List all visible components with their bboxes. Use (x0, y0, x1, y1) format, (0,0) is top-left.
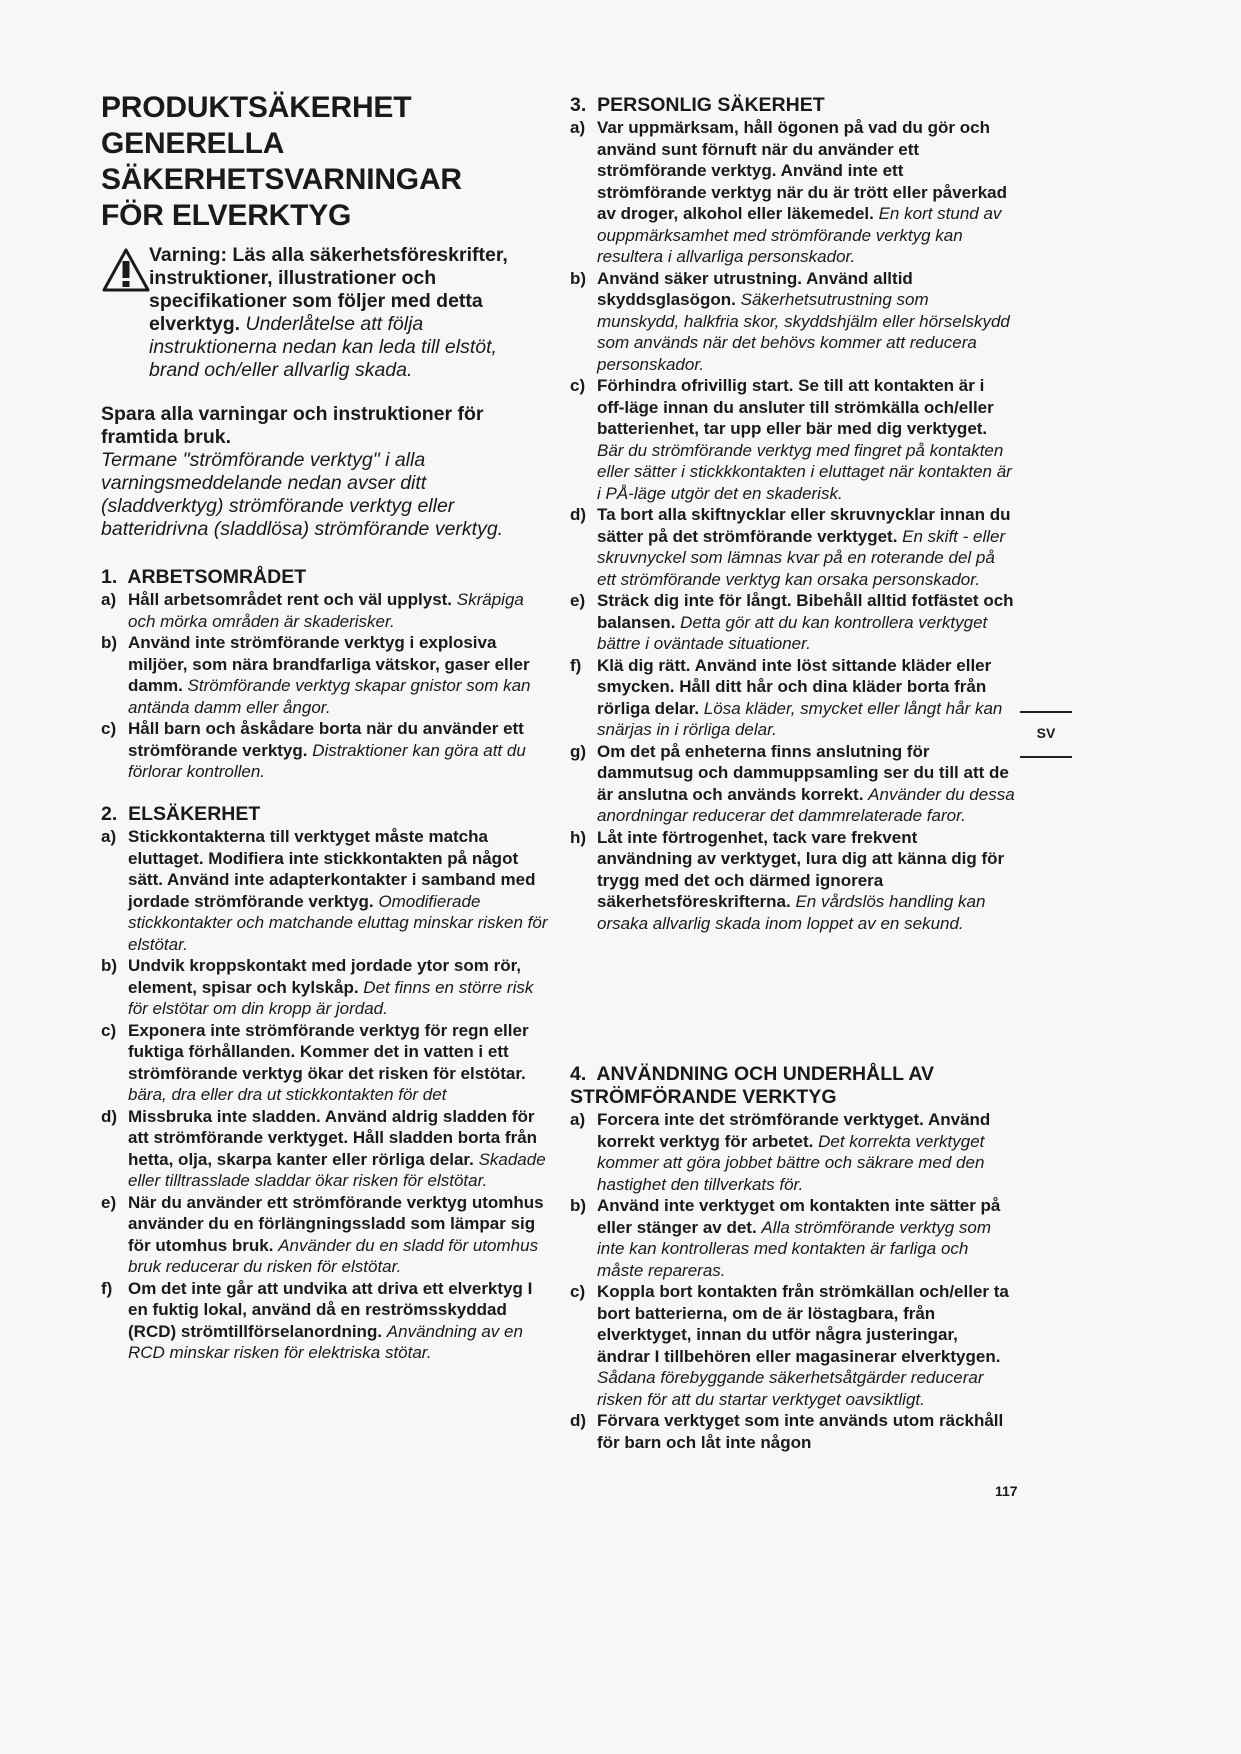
item-instruction: Om det inte går att undvika att driva ett elverktyg I en fuktig lokal, använd då en reströmsskyddad (RCD) strömtillförselanordning. (128, 1278, 533, 1341)
list-item (101, 955, 549, 1020)
list-item (101, 718, 549, 783)
section-heading: 1. ARBETSOMRÅDET (101, 566, 307, 588)
warning-triangle-icon (101, 247, 151, 293)
item-instruction: Använd säker utrustning. Använd alltid skyddsglasögon. (597, 268, 913, 309)
list-item (570, 117, 1015, 268)
item-label: b) (101, 956, 118, 975)
item-explanation: Det finns en större risk för elstötar om din kropp är jordad. (128, 977, 534, 1018)
list-item (570, 1281, 1015, 1410)
section-personal-safety (570, 94, 1015, 934)
list-item (101, 632, 549, 718)
item-label: c) (570, 376, 586, 395)
item-instruction: Klä dig rätt. Använd inte löst sittande kläder eller smycken. Håll ditt hår och dina kläder borta från rörliga delar. (597, 655, 992, 718)
list-item (570, 1109, 1015, 1195)
item-instruction: När du använder ett strömförande verktyg utomhus använder du en förlängningssladd som lämpar sig för utomhus bruk. (128, 1192, 544, 1255)
item-instruction: Om det på enheterna finns anslutning för dammutsug och dammuppsamling ser du till att de är anslutna och används korrekt. (597, 741, 1009, 804)
item-explanation: Bär du strömförande verktyg med fingret på kontakten eller sätter i stickkkontakten i eluttaget när kontakten är i PÅ-läge utgör det en skaderisk. (597, 440, 1012, 503)
list-item (570, 504, 1015, 590)
item-explanation: Användning av en RCD minskar risken för elektriska stötar. (128, 1321, 523, 1362)
section-use-and-care (570, 1063, 1015, 1453)
item-label: d) (570, 1411, 587, 1430)
item-explanation: Alla strömförande verktyg som inte kan kontrolleras med kontakten är farliga och måste repareras. (597, 1217, 992, 1280)
item-instruction: Ta bort alla skiftnycklar eller skruvnycklar innan du sätter på det strömförande verktyget. (597, 505, 1011, 546)
list-item (570, 1195, 1015, 1281)
item-instruction: Håll arbetsområdet rent och väl upplyst. (128, 590, 453, 609)
item-label: a) (101, 590, 117, 609)
section-electrical-safety (101, 803, 549, 1364)
list-item (101, 1278, 549, 1364)
title-line: FÖR ELVERKTYG (101, 199, 352, 232)
list-item (101, 1192, 549, 1278)
item-explanation: Skadade eller tilltrasslade sladdar ökar risken för elstötar. (128, 1149, 546, 1190)
item-instruction: Låt inte förtrogenhet, tack vare frekvent användning av verktyget, lura dig att känna dig för trygg med det och därmed ignorera säkerhetsföreskrifterna. (597, 827, 1005, 911)
title-line: PRODUKTSÄKERHET (101, 91, 412, 124)
item-label: b) (570, 1196, 587, 1215)
item-explanation: Säkerhetsutrustning som munskydd, halkfria skor, skyddshjälm eller hörselskydd som används när det behövs kommer att reducera personskador. (597, 290, 1010, 374)
item-label: a) (101, 827, 117, 846)
item-instruction: Missbruka inte sladden. Använd aldrig sladden för att strömförande verktyget. Håll sladden borta från hetta, olja, skarpa kanter eller rörliga delar. (128, 1106, 538, 1169)
section-heading: 4. ANVÄNDNING OCH UNDERHÅLL AV STRÖMFÖRANDE VERKTYG (570, 1063, 940, 1108)
item-label: c) (101, 1020, 117, 1040)
warning-italic-text: Underlåtelse att följa instruktionerna nedan kan leda till elstöt, brand och/eller allvarlig skada. (149, 313, 497, 381)
list-item (101, 1020, 549, 1106)
list-item (570, 741, 1015, 827)
warning-bold-text: Varning: Läs alla säkerhetsföreskrifter, instruktioner, illustrationer och specifikationer som följer med detta elverktyg. (149, 244, 508, 335)
page-title (101, 90, 549, 234)
item-label: e) (570, 591, 586, 610)
item-label: c) (101, 719, 117, 738)
item-label: f) (101, 1278, 113, 1298)
item-instruction: Stickkontakterna till verktyget måste matcha eluttaget. Modifiera inte stickkontakten på något sätt. Använd inte adapterkontakter i samband med jordade strömförande verktyg. (128, 827, 536, 911)
item-instruction: Använd inte strömförande verktyg i explosiva miljöer, som nära brandfarliga vätskor, gaser eller damm. (128, 633, 530, 695)
item-instruction: Använd inte verktyget om kontakten inte sätter på eller stänger av det. (597, 1196, 1001, 1237)
language-tab: SV (1020, 711, 1072, 758)
item-instruction: Exponera inte strömförande verktyg för regn eller fuktiga förhållanden. Kommer det in vatten i ett strömförande verktyg ökar det risken för elstötar. (128, 1020, 529, 1083)
item-label: d) (570, 505, 587, 524)
section-heading: 3. PERSONLIG SÄKERHET (570, 94, 825, 116)
item-label: f) (570, 655, 582, 675)
title-line: SÄKERHETSVARNINGAR (101, 163, 462, 196)
item-instruction: Forcera inte det strömförande verktyget. Använd korrekt verktyg för arbetet. (597, 1110, 991, 1151)
item-explanation: En vårdslös handling kan orsaka allvarlig skada inom loppet av en sekund. (597, 892, 986, 933)
title-line: GENERELLA (101, 127, 285, 160)
item-label: h) (570, 827, 587, 847)
item-explanation: En skift - eller skruvnyckel som lämnas kvar på en roterande del på ett strömförande verktyg kan orsaka personskador. (597, 526, 1006, 589)
item-explanation: bära, dra eller dra ut stickkontakten för det (128, 1085, 447, 1104)
item-explanation: Strömförande verktyg skapar gnistor som kan antända damm eller ångor. (128, 676, 531, 717)
item-label: g) (570, 741, 587, 761)
item-instruction: Var uppmärksam, håll ögonen på vad du gör och använd sunt förnuft när du använder ett strömförande verktyg. Använd inte ett strömförande verktyg när du är trött eller påverkad av droger, alkohol eller läkemedel. (597, 118, 1008, 223)
list-item (570, 655, 1015, 741)
page-number: 117 (995, 1483, 1018, 1499)
item-label: b) (570, 268, 587, 288)
section-work-area (101, 566, 549, 783)
item-label: d) (101, 1106, 118, 1126)
item-label: a) (570, 118, 586, 137)
item-explanation: En kort stund av ouppmärksamhet med strömförande verktyg kan resultera i allvarliga personskador. (597, 204, 1002, 266)
list-item (101, 589, 549, 632)
list-item (570, 590, 1015, 655)
list-item (570, 827, 1015, 935)
item-explanation: Använder du dessa anordningar reducerar det dammrelaterade faror. (597, 784, 1015, 825)
item-instruction: Undvik kroppskontakt med jordade ytor som rör, element, spisar och kylskåp. (128, 956, 521, 997)
item-explanation: Det korrekta verktyget kommer att göra jobbet bättre och säkrare med den hastighet den tillverkats för. (597, 1131, 985, 1194)
item-label: e) (101, 1192, 117, 1212)
item-explanation: Detta gör att du kan kontrollera verktyget bättre i oväntade situationer. (597, 612, 988, 653)
item-instruction: Sträck dig inte för långt. Bibehåll alltid fotfästet och balansen. (597, 591, 1014, 632)
list-item (570, 268, 1015, 376)
item-label: a) (570, 1110, 586, 1129)
save-instructions (101, 403, 549, 541)
section-heading: 2. ELSÄKERHET (101, 803, 261, 825)
item-label: c) (570, 1282, 586, 1301)
list-item (101, 1106, 549, 1192)
item-instruction: Förhindra ofrivillig start. Se till att kontakten är i off-läge innan du ansluter till strömkälla och/eller batterienhet, tar upp eller bär med dig verktyget. (597, 376, 994, 438)
item-explanation: Distraktioner kan göra att du förlorar kontrollen. (128, 740, 526, 781)
list-item (570, 375, 1015, 504)
save-bold-text: Spara alla varningar och instruktioner för framtida bruk. (101, 403, 484, 448)
list-item (570, 1410, 1015, 1453)
general-warning (101, 244, 549, 382)
item-explanation: Omodifierade stickkontakter och matchande eluttag minskar risken för elstötar. (128, 891, 548, 954)
item-explanation: Lösa kläder, smycket eller långt hår kan snärjas in i rörliga delar. (597, 698, 1003, 739)
save-italic-text: Termane "strömförande verktyg" i alla varningsmeddelande nedan avser ditt (sladdverktyg) strömförande verktyg eller batteridrivna (sladdlösa) strömförande verktyg. (101, 449, 504, 540)
item-label: b) (101, 633, 118, 652)
item-instruction: Förvara verktyget som inte används utom räckhåll för barn och låt inte någon (597, 1411, 1004, 1452)
item-explanation: Använder du en sladd för utomhus bruk reducerar du risken för elstötar. (128, 1235, 539, 1276)
item-instruction: Koppla bort kontakten från strömkällan och/eller ta bort batterierna, om de är löstagbara, från elverktyget, innan du utför några justeringar, ändrar I tillbehören eller magasinerar elverktygen. (597, 1282, 1009, 1366)
item-explanation: Skräpiga och mörka områden är skaderisker. (128, 590, 524, 631)
item-explanation: Sådana förebyggande säkerhetsåtgärder reducerar risken för att du startar verktyget oavsiktligt. (597, 1368, 984, 1409)
list-item (101, 826, 549, 955)
item-instruction: Håll barn och åskådare borta när du använder ett strömförande verktyg. (128, 719, 524, 760)
